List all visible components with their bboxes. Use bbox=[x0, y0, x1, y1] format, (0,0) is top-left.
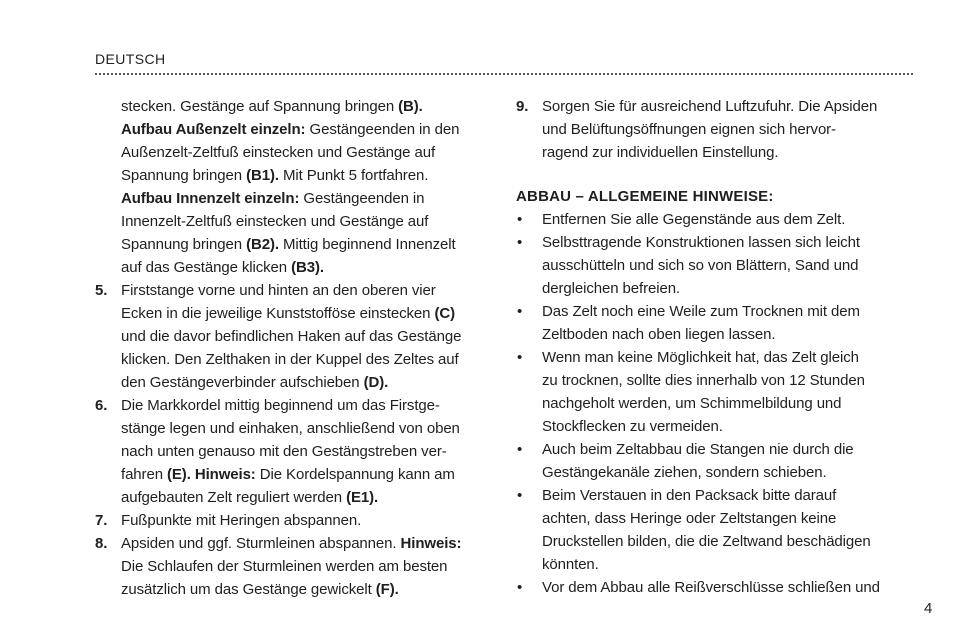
text-line: dergleichen befreien. bbox=[542, 280, 680, 297]
text-segment: Apsiden und ggf. Sturmleinen abspannen. bbox=[121, 535, 401, 552]
bold-text-segment: Aufbau Innenzelt einzeln: bbox=[121, 190, 300, 207]
text-line: ausschütteln und sich so von Blättern, Sand und bbox=[542, 257, 859, 274]
bold-text-segment: (B). bbox=[398, 98, 423, 115]
text-segment: aufgebauten Zelt reguliert werden bbox=[121, 489, 347, 506]
text-line: Selbsttragende Konstruktionen lassen sich leicht bbox=[542, 234, 860, 251]
text-line bbox=[121, 509, 495, 532]
bullet-list bbox=[516, 208, 912, 599]
text-line bbox=[121, 141, 495, 164]
text-segment: stecken. Gestänge auf Spannung bringen bbox=[121, 98, 399, 115]
step-text bbox=[121, 532, 495, 601]
bullet-icon: • bbox=[517, 579, 523, 596]
bullet-icon: • bbox=[517, 487, 523, 504]
text-segment: Die Schlaufen der Sturmleinen werden am besten bbox=[121, 558, 448, 575]
text-segment: Sorgen Sie für ausreichend Luftzufuhr. Die Apsiden bbox=[542, 98, 878, 115]
text-line bbox=[121, 118, 495, 141]
step-number: 9. bbox=[516, 98, 529, 115]
text-line: achten, dass Heringe oder Zeltstangen keine bbox=[542, 510, 837, 527]
text-line: Beim Verstauen in den Packsack bitte darauf bbox=[542, 487, 837, 504]
bullet-icon: • bbox=[517, 211, 523, 228]
page-number: 4 bbox=[924, 600, 933, 617]
text-line: Vor dem Abbau alle Reißverschlüsse schließen und bbox=[542, 579, 880, 596]
text-segment: zusätzlich um das Gestänge gewickelt bbox=[121, 581, 376, 598]
text-line: könnten. bbox=[542, 556, 599, 573]
step-number: 6. bbox=[95, 397, 108, 414]
text-line bbox=[121, 463, 495, 486]
text-line bbox=[121, 302, 495, 325]
page-header-language: DEUTSCH bbox=[95, 51, 166, 67]
text-line bbox=[121, 325, 495, 348]
text-line bbox=[121, 394, 495, 417]
bold-text-segment: Aufbau Außenzelt einzeln: bbox=[121, 121, 306, 138]
text-segment: Außenzelt-Zeltfuß einstecken und Gestänge auf bbox=[121, 144, 436, 161]
step-text bbox=[542, 95, 912, 164]
dotted-header-rule bbox=[95, 73, 913, 75]
bold-text-segment: (F). bbox=[375, 581, 399, 598]
text-segment: Mittig beginnend Innenzelt bbox=[278, 236, 456, 253]
text-segment: Innenzelt-Zeltfuß einstecken und Gestänge auf bbox=[121, 213, 429, 230]
bullet-text bbox=[542, 484, 912, 576]
text-segment: und die davor befindlichen Haken auf das Gestänge bbox=[121, 328, 462, 345]
text-segment: und Belüftungsöffnungen eignen sich hervor- bbox=[542, 121, 836, 138]
text-segment: Die Markkordel mittig beginnend um das Firstge- bbox=[121, 397, 440, 414]
bold-text-segment: (B2). bbox=[246, 236, 279, 253]
step-text bbox=[121, 509, 495, 532]
text-line bbox=[121, 210, 495, 233]
bullet-text bbox=[542, 346, 912, 438]
text-segment: Spannung bringen bbox=[121, 236, 247, 253]
bold-text-segment: (C) bbox=[434, 305, 455, 322]
text-line bbox=[542, 95, 912, 118]
right-column bbox=[516, 95, 912, 599]
text-line bbox=[542, 141, 912, 164]
bold-text-segment: (B3). bbox=[291, 259, 324, 276]
text-segment: Die Kordelspannung kann am bbox=[255, 466, 455, 483]
bullet-item bbox=[516, 438, 912, 484]
text-segment: stänge legen und einhaken, anschließend von oben bbox=[121, 420, 460, 437]
text-segment: Gestängeenden in den bbox=[305, 121, 460, 138]
text-segment: Spannung bringen bbox=[121, 167, 247, 184]
step-text bbox=[121, 394, 495, 509]
step-number: 8. bbox=[95, 535, 108, 552]
text-line: Das Zelt noch eine Weile zum Trocknen mit dem bbox=[542, 303, 860, 320]
text-line bbox=[121, 417, 495, 440]
bullet-item bbox=[516, 576, 912, 599]
text-line: Zeltboden nach oben liegen lassen. bbox=[542, 326, 776, 343]
text-line bbox=[121, 256, 495, 279]
step-item bbox=[95, 532, 495, 601]
text-line bbox=[121, 486, 495, 509]
section-heading-abbau: ABBAU – ALLGEMEINE HINWEISE: bbox=[516, 188, 774, 205]
text-line: Entfernen Sie alle Gegenstände aus dem Zelt. bbox=[542, 211, 846, 228]
continuation-paragraph bbox=[95, 95, 495, 279]
bullet-text bbox=[542, 438, 912, 484]
bullet-icon: • bbox=[517, 441, 523, 458]
bullet-text bbox=[542, 576, 912, 599]
step-9 bbox=[516, 95, 912, 164]
bullet-item bbox=[516, 346, 912, 438]
text-segment: Fußpunkte mit Heringen abspannen. bbox=[121, 512, 362, 529]
bold-text-segment: (D). bbox=[363, 374, 389, 391]
text-segment: fahren bbox=[121, 466, 167, 483]
text-segment: Gestängeenden in bbox=[299, 190, 425, 207]
text-line bbox=[121, 164, 495, 187]
text-segment: Firststange vorne und hinten an den oberen vier bbox=[121, 282, 436, 299]
text-line: Wenn man keine Möglichkeit hat, das Zelt gleich bbox=[542, 349, 859, 366]
text-line: Auch beim Zeltabbau die Stangen nie durch die bbox=[542, 441, 854, 458]
bullet-text bbox=[542, 300, 912, 346]
step-text bbox=[121, 279, 495, 394]
left-column bbox=[95, 95, 495, 601]
text-line bbox=[542, 118, 912, 141]
text-segment: ragend zur individuellen Einstellung. bbox=[542, 144, 779, 161]
bullet-text bbox=[542, 231, 912, 300]
text-line: zu trocknen, sollte dies innerhalb von 12 Stunden bbox=[542, 372, 865, 389]
text-line bbox=[121, 578, 495, 601]
text-segment: Ecken in die jeweilige Kunststofföse einstecken bbox=[121, 305, 435, 322]
text-line bbox=[121, 95, 495, 118]
text-line bbox=[121, 371, 495, 394]
bullet-item bbox=[516, 300, 912, 346]
bullet-item bbox=[516, 208, 912, 231]
text-line bbox=[121, 555, 495, 578]
bold-text-segment: (E). Hinweis: bbox=[167, 466, 256, 483]
step-item bbox=[95, 509, 495, 532]
text-segment: klicken. Den Zelthaken in der Kuppel des Zeltes auf bbox=[121, 351, 459, 368]
bullet-icon: • bbox=[517, 303, 523, 320]
text-line: Druckstellen bilden, die die Zeltwand beschädigen bbox=[542, 533, 871, 550]
bullet-item bbox=[516, 231, 912, 300]
step-number: 5. bbox=[95, 282, 108, 299]
text-line bbox=[121, 348, 495, 371]
text-segment: den Gestängeverbinder aufschieben bbox=[121, 374, 364, 391]
step-number: 7. bbox=[95, 512, 108, 529]
text-line: Gestängekanäle ziehen, sondern schieben. bbox=[542, 464, 827, 481]
text-segment: auf das Gestänge klicken bbox=[121, 259, 292, 276]
text-line bbox=[121, 440, 495, 463]
step-item bbox=[95, 279, 495, 394]
text-line bbox=[121, 532, 495, 555]
bold-text-segment: (B1). bbox=[246, 167, 279, 184]
bullet-text bbox=[542, 208, 912, 231]
step-item bbox=[95, 394, 495, 509]
text-segment: Mit Punkt 5 fortfahren. bbox=[278, 167, 429, 184]
text-line bbox=[121, 187, 495, 210]
bold-text-segment: (E1). bbox=[346, 489, 379, 506]
text-line bbox=[121, 233, 495, 256]
text-line: nachgeholt werden, um Schimmelbildung und bbox=[542, 395, 842, 412]
numbered-steps bbox=[95, 279, 495, 601]
bullet-icon: • bbox=[517, 234, 523, 251]
bullet-icon: • bbox=[517, 349, 523, 366]
text-segment: nach unten genauso mit den Gestängstreben ver- bbox=[121, 443, 447, 460]
text-line: Stockflecken zu vermeiden. bbox=[542, 418, 723, 435]
text-line bbox=[121, 279, 495, 302]
bold-text-segment: Hinweis: bbox=[400, 535, 462, 552]
bullet-item bbox=[516, 484, 912, 576]
